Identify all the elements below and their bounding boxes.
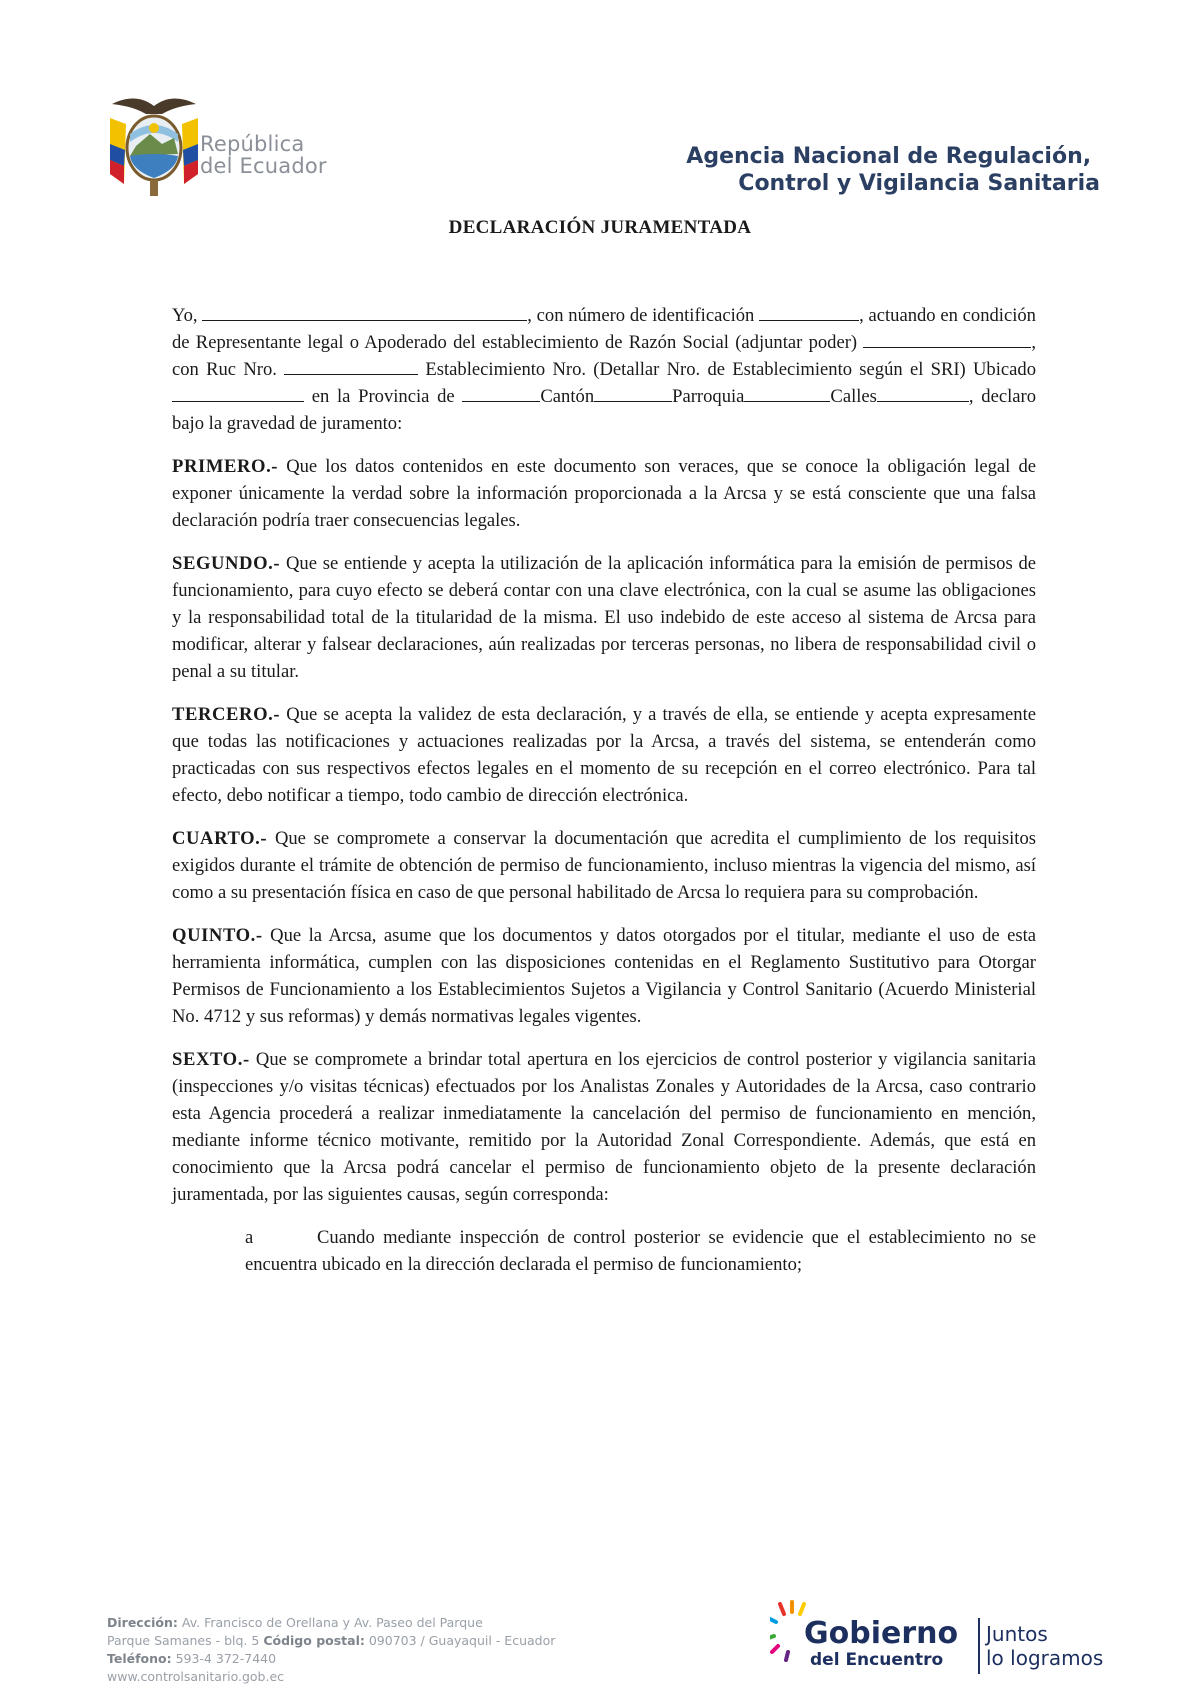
agency-line-1: Agencia Nacional de Regulación, [686,144,1092,169]
agency-name [686,143,1100,197]
slogan-line-1: Juntos [986,1622,1048,1646]
poder-blank [863,332,1031,348]
republic-line-1: República [200,132,305,156]
gobierno-line-1: Gobierno [804,1616,959,1651]
intro-paragraph [172,302,1036,437]
intro-text-10: , declaro bajo la gravedad de juramento: [172,386,1036,434]
intro-text-2: , con número de identificación [527,305,760,326]
slogan [986,1622,1103,1670]
clause-label: SEXTO.- [172,1049,250,1070]
clause-sexto [172,1046,1036,1208]
clause-text: Que la Arcsa, asume que los documentos y datos otorgados por el titular, mediante el uso de esta herramienta informática, cumplen con las disposiciones contenidas en el Reglamento Sustitutivo para Otorgar Permisos de Funcionamiento a los Establecimientos Sujetos a Vigilancia y Control Sanitario (Acuerdo Ministerial No. 4712 y sus reformas) y demás normativas legales vigentes. [172,925,1036,1027]
logo-divider [978,1618,980,1674]
intro-text-6: en la Provincia de [304,386,463,407]
parroquia-blank [744,386,830,402]
gobierno-line-2: del Encuentro [810,1650,944,1670]
canton-blank [594,386,672,402]
clause-label: TERCERO.- [172,704,281,725]
clause-quinto [172,922,1036,1030]
id-blank [759,305,859,321]
republic-line-2: del Ecuador [200,154,327,178]
provincia-blank [462,386,540,402]
ecuador-coat-of-arms-logo [106,94,202,198]
intro-text-4: , con Ruc Nro. [172,332,1036,380]
clause-label: CUARTO.- [172,828,268,849]
address-value: Av. Francisco de Orellana y Av. Paseo del Parque [177,1615,483,1630]
website: www.controlsanitario.gob.ec [107,1669,285,1684]
agency-line-2: Control y Vigilancia Sanitaria [738,171,1100,196]
intro-text-3: , actuando en condición de Representante legal o Apoderado del establecimiento de Razón Social (adjuntar poder) [172,305,1036,353]
address-line-2: Parque Samanes - blq. 5 [107,1633,264,1648]
postal-value: 090703 / Guayaquil - Ecuador [364,1633,556,1648]
slogan-line-2: lo logramos [986,1646,1104,1670]
clause-primero [172,453,1036,534]
clause-text: Que se acepta la validez de esta declaración, y a través de ella, se entiende y acepta expresamente que todas las notificaciones y actuaciones realizadas por la Arcsa, a través del sistema, se entenderán como practicadas con sus respectivos efectos legales en el momento de su recepción en el correo electrónico. Para tal efecto, debo notificar a tiempo, todo cambio de dirección electrónica. [172,704,1036,806]
republica-del-ecuador-logo-text [200,133,327,177]
clause-text: Que se entiende y acepta la utilización de la aplicación informática para la emisión de permisos de funcionamiento, para cuyo efecto se deberá contar con una clave electrónica, con la cual se asume las obligaciones y la responsabilidad total de la titularidad de la misma. El uso indebido de este acceso al sistema de Arcsa para modificar, alterar y falsear declaraciones, aún realizadas por terceras personas, no libera de responsabilidad civil o penal a su titular. [172,553,1036,682]
clause-text: Que los datos contenidos en este documento son veraces, que se conoce la obligación legal de exponer únicamente la verdad sobre la información proporcionada a la Arcsa y se está consciente que una falsa declaración podría traer consecuencias legales. [172,456,1036,531]
intro-text-9: Calles [830,386,877,407]
clause-tercero [172,701,1036,809]
intro-text-7: Cantón [540,386,595,407]
phone-label: Teléfono: [107,1651,172,1666]
clause-cuarto [172,825,1036,906]
footer-contact-info [107,1614,555,1686]
list-item-letter: a [245,1227,254,1248]
clause-label: QUINTO.- [172,925,263,946]
list-item-text: Cuando mediante inspección de control posterior se evidencie que el establecimiento no se encuentra ubicado en la dirección declarada el permiso de funcionamiento; [245,1227,1036,1275]
list-item-a [245,1224,1036,1278]
clause-text: Que se compromete a conservar la documentación que acredita el cumplimiento de los requisitos exigidos durante el trámite de obtención de permiso de funcionamiento, incluso mientras la vigencia del mismo, así como a su presentación física en caso de que personal habilitado de Arcsa lo requiera para su comprobación. [172,828,1036,903]
document-body [172,302,1036,1278]
gobierno-del-encuentro-logo [770,1596,1110,1686]
postal-label: Código postal: [263,1633,365,1648]
address-label: Dirección: [107,1615,178,1630]
document-title: DECLARACIÓN JURAMENTADA [448,217,752,238]
calles-blank [877,386,969,402]
name-blank [202,305,527,321]
clause-label: SEGUNDO.- [172,553,281,574]
ruc-blank [284,359,418,375]
clause-text: Que se compromete a brindar total apertura en los ejercicios de control posterior y vigilancia sanitaria (inspecciones y/o visitas técnicas) efectuados por los Analistas Zonales y Autoridades de la Arcsa, caso contrario esta Agencia procederá a realizar inmediatamente la cancelación del permiso de funcionamiento en mención, mediante informe técnico motivante, remitido por la Autoridad Zonal Correspondiente. Además, que está en conocimiento que la Arcsa podrá cancelar el permiso de funcionamiento objeto de la presente declaración juramentada, por las siguientes causas, según corresponda: [172,1049,1036,1205]
intro-text-5: Establecimiento Nro. (Detallar Nro. de Establecimiento según el SRI) Ubicado [418,359,1036,380]
gobierno-wordmark [804,1618,958,1670]
ubicado-blank [172,386,304,402]
clause-segundo [172,550,1036,685]
clause-label: PRIMERO.- [172,456,279,477]
phone-value: 593-4 372-7440 [171,1651,277,1666]
intro-text-1: Yo, [172,305,203,326]
intro-text-8: Parroquia [672,386,745,407]
